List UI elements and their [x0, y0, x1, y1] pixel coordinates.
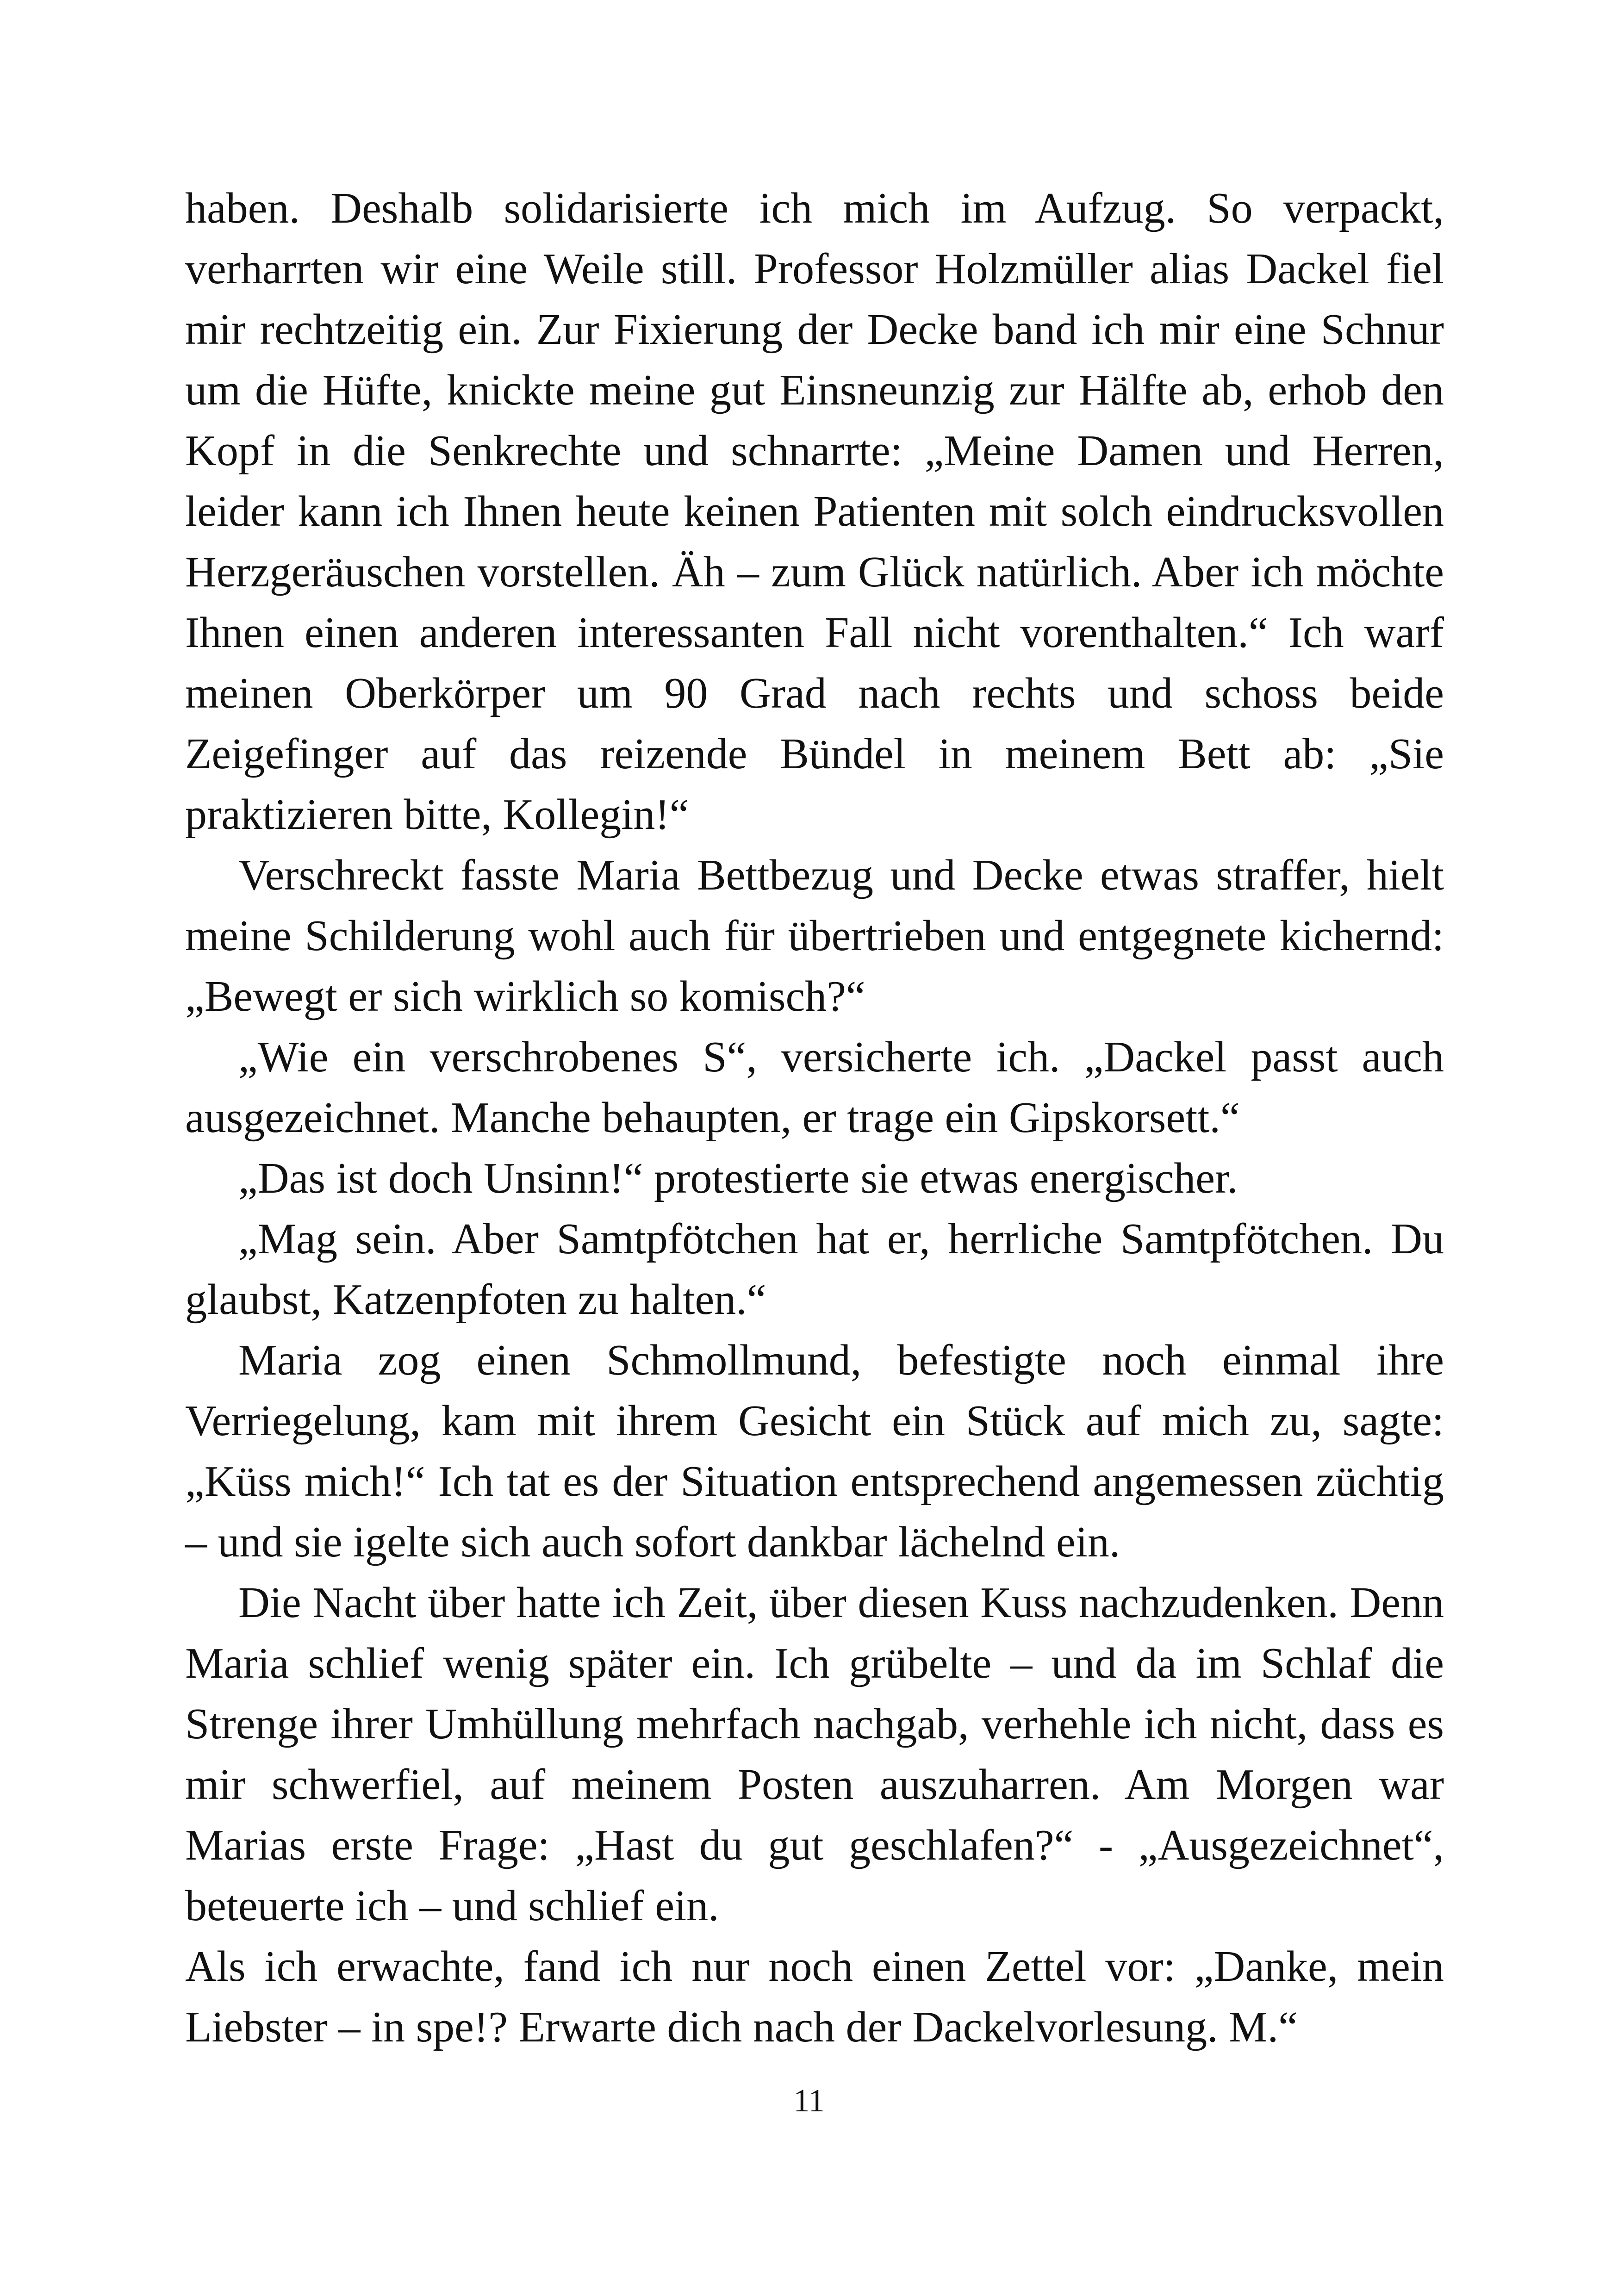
paragraph-5: „Mag sein. Aber Samtpfötchen hat er, herrliche Samtpfötchen. Du glaubst, Katzenpfoten zu halten.“ — [185, 1215, 1444, 1324]
page-number: 11 — [793, 2083, 825, 2119]
page-body — [185, 178, 1444, 2058]
paragraph-4: „Das ist doch Unsinn!“ protestierte sie etwas energischer. — [238, 1154, 1238, 1202]
text-block — [185, 178, 1444, 2058]
paragraph-8: Als ich erwachte, fand ich nur noch einen Zettel vor: „Danke, mein Liebster – in spe!? Erwarte dich nach der Dackelvorlesung. M.“ — [185, 1942, 1444, 2051]
paragraph-6: Maria zog einen Schmollmund, befestigte noch einmal ihre Verriegelung, kam mit ihrem Gesicht ein Stück auf mich zu, sagte: „Küss mich!“ Ich tat es der Situation entsprechend angemessen züchtig – und sie igelte sich auch sofort dankbar lächelnd ein. — [185, 1336, 1444, 1566]
paragraph-1: haben. Deshalb solidarisierte ich mich im Aufzug. So verpackt, verharrten wir eine Weile still. Professor Holzmüller alias Dackel fiel mir rechtzeitig ein. Zur Fixierung der Decke band ich mir eine Schnur um die Hüfte, knickte meine gut Einsneunzig zur Hälfte ab, erhob den Kopf in die Senkrechte und schnarrte: „Meine Damen und Herren, leider kann ich Ihnen heute keinen Patienten mit solch eindrucksvollen Herzgeräuschen vorstellen. Äh – zum Glück natürlich. Aber ich möchte Ihnen einen anderen interessanten Fall nicht vorenthalten.“ Ich warf meinen Oberkörper um 90 Grad nach rechts und schoss beide Zeigefinger auf das reizende Bündel in meinem Bett ab: „Sie praktizieren bitte, Kollegin!“ — [185, 184, 1444, 839]
paragraph-3: „Wie ein verschrobenes S“, versicherte ich. „Dackel passt auch ausgezeichnet. Manche behaupten, er trage ein Gipskorsett.“ — [185, 1033, 1444, 1142]
paragraph-7: Die Nacht über hatte ich Zeit, über diesen Kuss nachzudenken. Denn Maria schlief wenig später ein. Ich grübelte – und da im Schlaf die Strenge ihrer Umhüllung mehrfach nachgab, verhehle ich nicht, dass es mir schwerfiel, auf meinem Posten auszuharren. Am Morgen war Marias erste Frage: „Hast du gut geschlafen?“ - „Ausgezeichnet“, beteuerte ich – und schlief ein. — [185, 1579, 1444, 1930]
paragraph-2: Verschreckt fasste Maria Bettbezug und Decke etwas straffer, hielt meine Schilderung wohl auch für übertrieben und entgegnete kichernd: „Bewegt er sich wirklich so komisch?“ — [185, 851, 1444, 1020]
